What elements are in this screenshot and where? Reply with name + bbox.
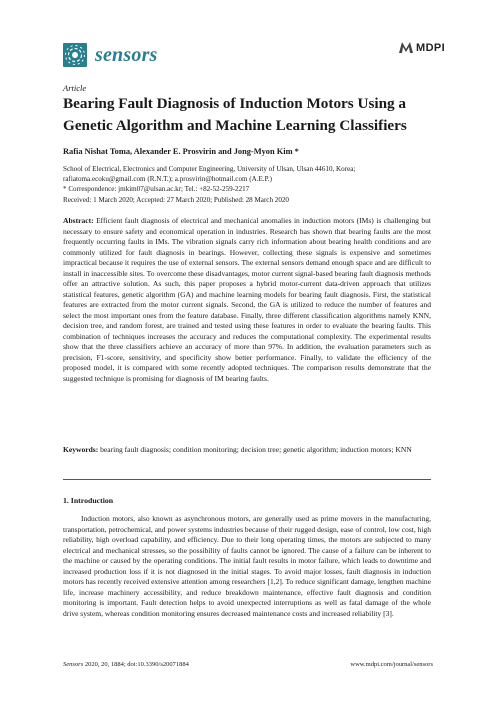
- footer-journal: Sensors: [63, 661, 84, 668]
- abstract: [63, 216, 431, 384]
- article-type-label: Article: [63, 83, 87, 93]
- keywords-text: bearing fault diagnosis; condition monitoring; decision tree; genetic algorithm; induction motors; KNN: [100, 445, 412, 454]
- sensors-logo-icon: [63, 43, 87, 67]
- footer-citation: [63, 661, 189, 668]
- abstract-label: Abstract:: [63, 216, 94, 225]
- affiliation-line: School of Electrical, Electronics and Computer Engineering, University of Ulsan, Ulsan 44610, Korea;: [63, 165, 356, 173]
- journal-name: sensors: [95, 43, 158, 66]
- journal-logo: [63, 43, 158, 67]
- mdpi-logo-icon: [398, 41, 414, 54]
- article-title: Bearing Fault Diagnosis of Induction Motors Using a Genetic Algorithm and Machine Learning Classifiers: [63, 95, 407, 134]
- section-heading: 1. Introduction: [63, 496, 114, 505]
- publication-dates: Received: 1 March 2020; Accepted: 27 March 2020; Published: 28 March 2020: [63, 196, 289, 204]
- keywords-label: Keywords:: [63, 445, 99, 454]
- keywords: [63, 445, 431, 456]
- footer-doi: 2020, 20, 1884; doi:10.3390/s20071884: [83, 661, 189, 668]
- affiliations: [63, 164, 443, 195]
- abstract-text: Efficient fault diagnosis of electrical and mechanical anomalies in induction motors (IMs) is challenging but necessary to ensure safety and economical operation in industries. Research has shown that bearing faults are the most frequently occurring faults in IMs. The vibration signals carry rich information about bearing health conditions and are commonly utilized for fault diagnosis in bearings. However, collecting these signals is expensive and sometimes impractical because it requires the use of external sensors. The external sensors demand enough space and are difficult to install in inaccessible sites. To overcome these disadvantages, motor current signal-based bearing fault diagnosis methods offer an attractive solution. As such, this paper proposes a hybrid motor-current data-driven approach that utilizes statistical features, genetic algorithm (GA) and machine learning models for bearing fault diagnosis. First, the statistical features are extracted from the motor current signals. Second, the GA is utilized to reduce the number of features and select the most important ones from the feature database. Finally, three different classification algorithms namely KNN, decision tree, and random forest, are trained and tested using these features in order to evaluate the bearing faults. This combination of techniques increases the accuracy and reduces the computational complexity. The experimental results show that the three classifiers achieve an accuracy of more than 97%. In addition, the evaluation parameters such as precision, F1-score, sensitivity, and specificity show better performance. Finally, to validate the efficiency of the proposed model, it is compared with some recently adopted techniques. The comparison results demonstrate that the suggested technique is promising for diagnosis of IM bearing faults.: [63, 216, 432, 383]
- intro-paragraph: Induction motors, also known as asynchronous motors, are generally used as prime movers in the manufacturing, transportation, petrochemical, and power systems industries because of their rugged design, ease of control, low cost, high reliability, high overload capability, and efficiency. Due to their long operating times, the motors are subjected to many electrical and mechanical stresses, so the possibility of faults cannot be ignored. The cause of a failure can be inherent to the machine or caused by the operating conditions. The initial fault results in motor failure, which leads to downtime and increased production loss if it is not diagnosed in the initial stages. To avoid major losses, fault diagnosis in induction motors has recently received extensive attention among researchers [1,2]. To reduce significant damage, lengthen machine life, increase machinery accessibility, and reduce breakdown maintenance, effective fault diagnosis and condition monitoring is important. Fault detection helps to avoid unexpected interruptions as well as fatal damage of the whole drive system, whereas condition monitoring ensures decreased maintenance costs and increased reliability [3].: [63, 514, 431, 618]
- section-divider: [63, 479, 431, 480]
- publisher-logo: [398, 41, 445, 54]
- correspondence-line: * Correspondence: jmkim07@ulsan.ac.kr; Tel.: +82-52-259-2217: [63, 185, 250, 194]
- affiliation-emails: rafiatoma.ecoku@gmail.com (R.N.T.); a.prosvirin@hotmail.com (A.E.P.): [63, 175, 272, 184]
- footer-url[interactable]: www.mdpi.com/journal/sensors: [350, 661, 433, 668]
- author-list: Rafia Nishat Toma, Alexander E. Prosvirin and Jong-Myon Kim *: [63, 147, 299, 156]
- publisher-name: MDPI: [416, 41, 446, 54]
